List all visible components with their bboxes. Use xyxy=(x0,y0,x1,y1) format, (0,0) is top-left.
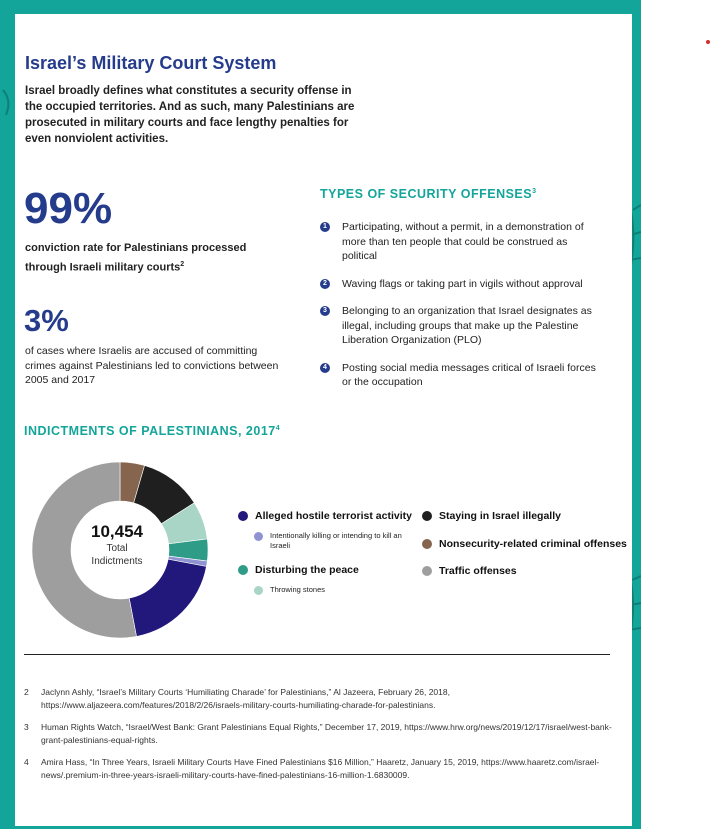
intro-paragraph: Israel broadly defines what constitutes a security offense in the occupied territories. And as such, many Palestinians are prosecuted in military courts and face lengthy penalties for even nonviolent activities. xyxy=(25,85,355,145)
legend-swatch xyxy=(422,539,432,549)
offense-item xyxy=(320,304,605,348)
legend-swatch xyxy=(238,511,248,521)
legend-item-nonsecurity-criminal xyxy=(422,538,627,551)
legend-label: Throwing stones xyxy=(270,585,326,594)
number-badge-icon: 2 xyxy=(320,279,330,289)
total-indictments-label: Total Indictments xyxy=(91,543,143,567)
footnote-ref: 2 xyxy=(180,260,185,268)
offense-text: Posting social media messages critical of Israeli forces or the occupation xyxy=(342,361,596,388)
stat-israeli-conviction-value: 3% xyxy=(24,303,69,338)
stat-conviction-rate-value: 99% xyxy=(24,184,113,233)
number-badge-icon: 1 xyxy=(320,222,330,232)
number-badge-icon: 3 xyxy=(320,306,330,316)
legend-swatch xyxy=(238,565,248,575)
footnote-number: 4 xyxy=(24,757,29,767)
legend-swatch xyxy=(254,532,263,541)
total-indictments-value: 10,454 xyxy=(91,522,143,541)
legend-swatch xyxy=(422,566,432,576)
offense-text: Belonging to an organization that Israel designates as illegal, including groups that make up the Palestine Liberation Organization (PLO) xyxy=(342,305,592,346)
number-badge-icon: 4 xyxy=(320,363,330,373)
offense-text: Waving flags or taking part in vigils without approval xyxy=(342,277,583,290)
offense-item xyxy=(320,361,605,390)
offense-text: Participating, without a permit, in a demonstration of more than ten people that could be construed as political xyxy=(342,221,584,262)
legend-label: Staying in Israel illegally xyxy=(439,510,561,522)
footnote-text: Human Rights Watch, “Israel/West Bank: Grant Palestinians Equal Rights,” December 17, 2019, https://www.hrw.org/news/2019/12/17/israel/west-bank-grant-palestinians-equal-rights. xyxy=(41,722,612,745)
footnote-number: 3 xyxy=(24,722,29,732)
legend-label: Intentionally killing or intending to kill an Israeli xyxy=(270,531,402,550)
legend-label: Disturbing the peace xyxy=(255,564,359,576)
footnote-text: Amira Hass, “In Three Years, Israeli Military Courts Have Fined Palestinians $16 Million,” Haaretz, January 15, 2019, https://www.haaretz.com/israel-news/.premium-in-three-years-israeli-military-courts-have-fined-palestinians-16-million-1.6830009. xyxy=(41,757,600,780)
page-title: Israel’s Military Court System xyxy=(25,53,277,73)
footnote-text: Jaclynn Ashly, “Israel’s Military Courts ‘Humiliating Charade’ for Palestinians,” Al Jazeera, February 26, 2018, https://www.aljazeera.com/features/2018/2/26/israels-military-courts-humiliating-charade-for-palestinians. xyxy=(41,687,450,710)
legend-item-disturbing-the-peace xyxy=(238,564,359,577)
legend-label: Traffic offenses xyxy=(439,565,517,577)
legend-item-traffic-offenses xyxy=(422,565,517,578)
offenses-heading: TYPES OF SECURITY OFFENSES$^3$ xyxy=(320,187,537,201)
legend-swatch xyxy=(422,511,432,521)
legend-label: Nonsecurity-related criminal offenses xyxy=(439,538,627,550)
legend-label: Alleged hostile terrorist activity xyxy=(255,510,412,522)
offense-item xyxy=(320,220,605,264)
red-dot-mark xyxy=(706,40,710,44)
donut-center-label xyxy=(50,522,184,568)
footnote-number: 2 xyxy=(24,687,29,697)
indictments-heading: INDICTMENTS OF PALESTINIANS, 2017$^4$ xyxy=(24,424,281,438)
stat-israeli-conviction-description: of cases where Israelis are accused of committing crimes against Palestinians led to convictions between 2005 and 2017 xyxy=(25,345,279,386)
right-margin xyxy=(641,0,714,829)
legend-item-throwing-stones xyxy=(254,585,325,595)
legend-item-staying-illegally xyxy=(422,510,561,523)
footnote-ref: 4 xyxy=(275,424,281,432)
legend-swatch xyxy=(254,586,263,595)
legend-item-intentional-killing xyxy=(254,531,404,551)
stat-conviction-rate-description: conviction rate for Palestinians processed through Israeli military courts$^2$ xyxy=(25,242,247,274)
offense-item xyxy=(320,277,605,292)
offense-list xyxy=(320,220,605,390)
footnote-divider xyxy=(24,654,610,655)
legend-item-hostile-terrorist-activity xyxy=(238,510,412,523)
footnote-ref: 3 xyxy=(532,187,537,195)
